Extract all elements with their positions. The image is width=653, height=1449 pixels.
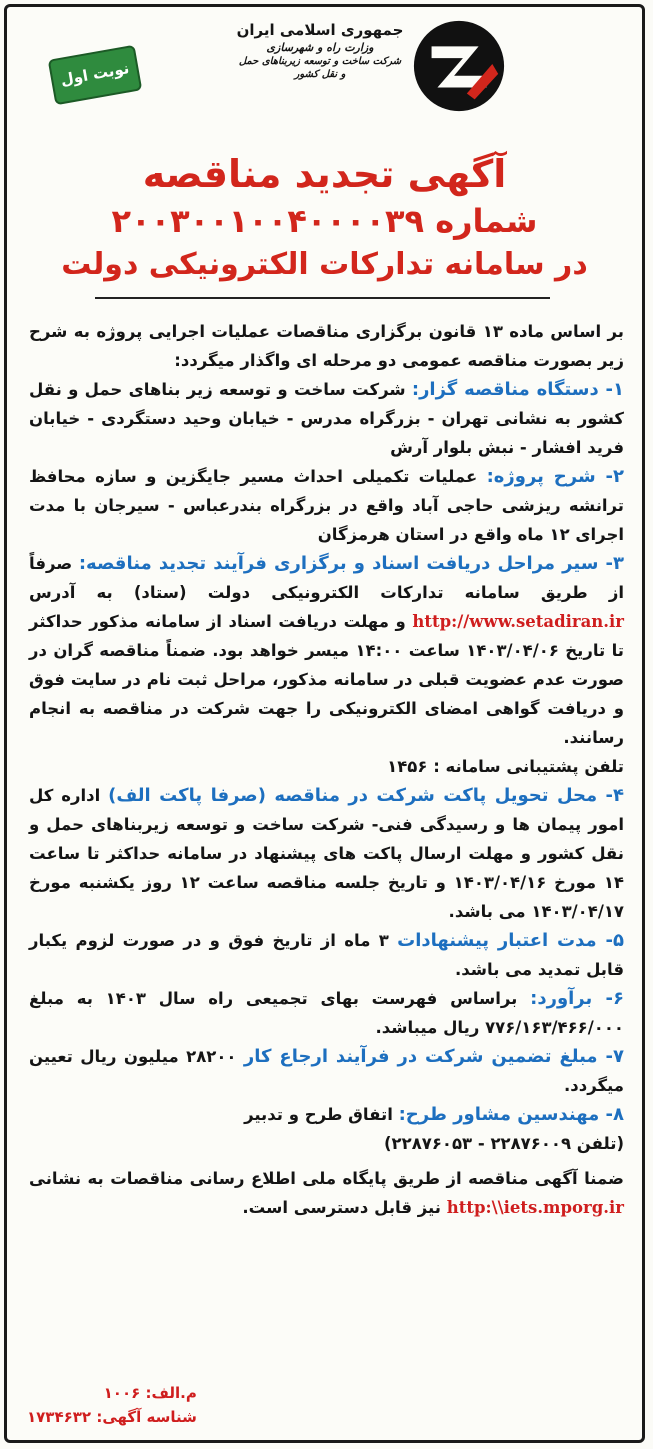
- section-8-heading: ۸- مهندسین مشاور طرح:: [398, 1104, 624, 1125]
- notice-frame: [4, 4, 645, 1443]
- iets-link[interactable]: http:\\iets.mporg.ir: [446, 1198, 624, 1217]
- consultant-phone: (تلفن ۲۲۸۷۶۰۰۹ - ۲۲۸۷۶۰۵۳): [384, 1134, 624, 1153]
- title-divider: [95, 297, 550, 299]
- first-round-badge: نوبت اول: [48, 45, 143, 106]
- closing-paragraph: [29, 1164, 624, 1222]
- section-2-text: عملیات تکمیلی احداث مسیر جایگزین و سازه محافظ ترانشه ریزشی حاجی آباد واقع در بزرگراه بندرعباس - سیرجان با مدت اجرای ۱۲ ماه واقع در استان هرمزگان: [29, 467, 624, 544]
- notice-body: [29, 317, 624, 1222]
- section-8: [29, 1100, 624, 1129]
- section-4-heading: ۴- محل تحویل پاکت شرکت در مناقصه (صرفا پاکت الف): [108, 785, 625, 806]
- section-5: [29, 926, 624, 984]
- section-3-text-a: صرفاً از طریق سامانه تدارکات الکترونیکی دولت (ستاد) به آدرس: [29, 554, 624, 602]
- section-4: [29, 781, 624, 926]
- footer-code: م.الف: ۱۰۰۶: [103, 1384, 197, 1402]
- intro-paragraph: بر اساس ماده ۱۳ قانون برگزاری مناقصات عملیات اجرایی پروژه به شرح زیر بصورت مناقصه عمومی دو مرحله ای واگذار میگردد:: [29, 322, 624, 370]
- section-6-heading: ۶- برآورد:: [530, 988, 624, 1009]
- organization-name: [235, 21, 405, 81]
- setadiran-link[interactable]: http://www.setadiran.ir: [412, 612, 624, 631]
- closing-text-a: ضمنا آگهی مناقصه از طریق پایگاه ملی اطلاع رسانی مناقصات به نشانی: [29, 1169, 624, 1188]
- org-company: شرکت ساخت و توسعه زیربناهای حمل و نقل کشور: [238, 55, 402, 80]
- section-7: [29, 1042, 624, 1100]
- header: [7, 7, 642, 149]
- section-6-text: براساس فهرست بهای تجمیعی راه سال ۱۴۰۳ به مبلغ ۷۷۶/۱۶۳/۴۶۶/۰۰۰ ریال میباشد.: [29, 989, 624, 1037]
- ad-id: شناسه آگهی: ۱۷۳۴۶۳۲: [27, 1408, 197, 1426]
- title-system: در سامانه تدارکات الکترونیکی دولت: [61, 247, 588, 282]
- notice-title: آگهی تجدید مناقصه: [142, 152, 507, 196]
- section-1-heading: ۱- دستگاه مناقصه گزار:: [411, 379, 625, 400]
- section-7-text: ۲۸۲۰۰ میلیون ریال تعیین میگردد.: [29, 1047, 624, 1095]
- org-ministry: وزارت راه و شهرسازی: [266, 40, 374, 54]
- org-country: جمهوری اسلامی ایران: [236, 21, 404, 39]
- footer: [27, 1381, 197, 1429]
- section-1-text: شرکت ساخت و توسعه زیر بناهای حمل و نقل کشور به نشانی تهران - بزرگراه مدرس - خیابان وحید دستگردی - خیابان فرید افشار - نبش بلوار آرش: [29, 380, 624, 457]
- section-2-heading: ۲- شرح پروژه:: [486, 466, 624, 487]
- company-logo-icon: [410, 17, 508, 115]
- section-4-text: اداره کل امور پیمان ها و رسیدگی فنی- شرکت ساخت و توسعه زیربناهای حمل و نقل کشور و مهلت ارسال پاکت های پیشنهاد در سامانه حداکثر تا ساعت ۱۴ مورخ ۱۴۰۳/۰۴/۱۶ و تاریخ جلسه مناقصه ساعت ۱۲ روز یکشنبه مورخ ۱۴۰۳/۰۴/۱۷ می باشد.: [29, 786, 625, 921]
- support-phone: تلفن پشتیبانی سامانه : ۱۴۵۶: [387, 757, 624, 776]
- tender-number: شماره ۲۰۰۳۰۰۱۰۰۴۰۰۰۰۳۹: [111, 202, 538, 240]
- section-5-text: ۳ ماه از تاریخ فوق و در صورت لزوم یکبار قابل تمدید می باشد.: [29, 931, 624, 979]
- section-3-heading: ۳- سیر مراحل دریافت اسناد و برگزاری فرآیند تجدید مناقصه:: [78, 553, 625, 574]
- section-8-text: اتفاق طرح و تدبیر: [244, 1105, 393, 1124]
- section-2: [29, 462, 624, 549]
- section-3-text-b: و مهلت دریافت اسناد از سامانه مذکور حداکثر تا تاریخ ۱۴۰۳/۰۴/۰۶ ساعت ۱۴:۰۰ میسر خواهد بود. ضمناً مناقصه گران در صورت عدم عضویت قبلی در سامانه مذکور، مراحل ثبت نام در سایت فوق و دریافت گواهی امضای الکترونیکی را جهت شرکت در مناقصه به انجام رسانند.: [29, 612, 625, 747]
- section-6: [29, 984, 624, 1042]
- section-7-heading: ۷- مبلغ تضمین شرکت در فرآیند ارجاع کار: [243, 1046, 624, 1067]
- section-1: [29, 375, 624, 462]
- section-3: [29, 549, 624, 752]
- closing-text-b: نیز قابل دسترسی است.: [242, 1198, 441, 1217]
- section-5-heading: ۵- مدت اعتبار پیشنهادات: [397, 930, 624, 951]
